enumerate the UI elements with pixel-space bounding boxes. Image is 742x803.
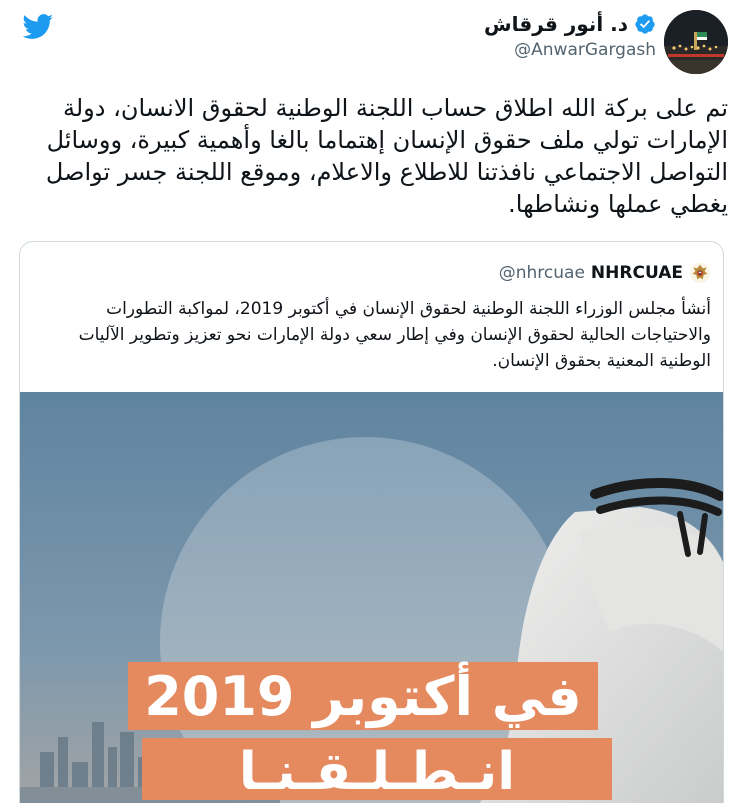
twitter-bird-icon[interactable] bbox=[22, 14, 54, 40]
tweet-text: تم على بركة الله اطلاق حساب اللجنة الوطنية لحقوق الانسان، دولة الإمارات تولي ملف حقوق الإنسان إهتماما بالغا وأهمية كبيرة، ووسائل التواصل الاجتماعي نافذتنا للاطلاع والاعلام، وموقع اللجنة جسر تواصل يغطي عملها ونشاطها. bbox=[45, 94, 728, 218]
quoted-tweet-header bbox=[499, 262, 711, 284]
author-handle[interactable]: @AnwarGargash bbox=[514, 40, 656, 60]
banner-subtitle: انـطـلـقـنـا bbox=[238, 742, 516, 802]
author-avatar[interactable] bbox=[664, 10, 728, 74]
author-name-row bbox=[484, 12, 656, 36]
quoted-tweet[interactable] bbox=[19, 241, 724, 803]
tweet-header bbox=[0, 0, 742, 90]
avatar-image bbox=[664, 10, 728, 74]
banner-title: في أكتوبر 2019 bbox=[144, 665, 582, 728]
quoted-author-name: NHRCUAE bbox=[590, 263, 683, 283]
quoted-author-handle: @nhrcuae bbox=[498, 263, 585, 283]
author-name[interactable]: د. أنور قرقاش bbox=[484, 12, 628, 36]
quoted-image-art bbox=[20, 392, 723, 803]
author-info bbox=[484, 12, 656, 60]
uae-emblem-icon[interactable] bbox=[689, 262, 711, 284]
quoted-tweet-text: أنشأ مجلس الوزراء اللجنة الوطنية لحقوق الإنسان في أكتوبر 2019، لمواكبة التطورات والاحتياجات الحالية لحقوق الإنسان وفي إطار سعي دولة الإمارات نحو تعزيز وتطوير الآليات الوطنية المعنية بحقوق الإنسان. bbox=[78, 299, 711, 371]
quoted-tweet-image[interactable] bbox=[20, 392, 723, 803]
verified-badge-icon bbox=[634, 13, 656, 35]
